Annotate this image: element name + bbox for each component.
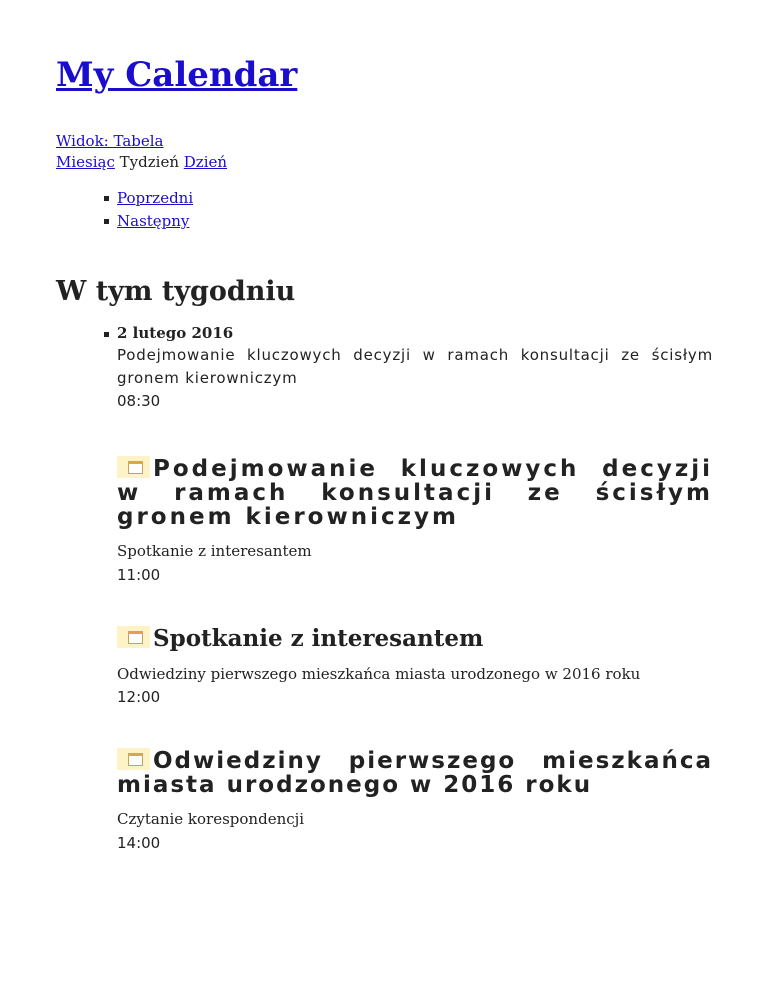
day-block [100, 322, 713, 852]
event-time: 12:00 [117, 688, 161, 706]
event-title [117, 626, 713, 651]
mode-month-link[interactable]: Miesiąc [56, 153, 115, 171]
square-bullet-icon [104, 219, 109, 224]
day-date: 2 lutego 2016 [117, 324, 234, 342]
calendar-icon [117, 626, 150, 648]
event-summary: Odwiedziny pierwszego mieszkańca miasta urodzonego w 2016 roku [117, 665, 641, 683]
view-switch [56, 131, 164, 152]
event-summary: Czytanie korespondencji [117, 810, 305, 828]
nav-item-prev [100, 187, 193, 210]
mode-switch [56, 152, 227, 173]
event-title-text: Spotkanie z interesantem [153, 625, 484, 652]
event-time: 11:00 [117, 566, 161, 584]
mode-week-current: Tydzień [119, 153, 179, 171]
event-summary: Spotkanie z interesantem [117, 542, 312, 560]
square-bullet-icon [104, 332, 109, 337]
prev-link[interactable]: Poprzedni [117, 189, 194, 207]
mode-day-link[interactable]: Dzień [183, 153, 228, 171]
nav-item-next [100, 210, 193, 233]
site-title [56, 50, 297, 100]
square-bullet-icon [104, 196, 109, 201]
event-summary: Podejmowanie kluczowych decyzji w ramach konsultacji ze ścisłym gronem kierowniczym [117, 346, 713, 387]
week-heading: W tym tygodniu [56, 276, 296, 307]
event-title [117, 456, 713, 529]
calendar-icon [117, 456, 150, 478]
event-title [117, 748, 713, 797]
event-title-text: Odwiedziny pierwszego mieszkańca miasta urodzonego w 2016 roku [117, 748, 713, 798]
event-time: 14:00 [117, 834, 161, 852]
event-time: 08:30 [117, 392, 161, 410]
view-table-link[interactable]: Widok: Tabela [56, 132, 164, 150]
next-link[interactable]: Następny [117, 212, 190, 230]
calendar-icon [117, 748, 150, 770]
period-nav [100, 187, 193, 233]
site-title-link[interactable]: My Calendar [56, 55, 298, 95]
event-title-text: Podejmowanie kluczowych decyzji w ramach konsultacji ze ścisłym gronem kierowniczym [117, 456, 713, 530]
